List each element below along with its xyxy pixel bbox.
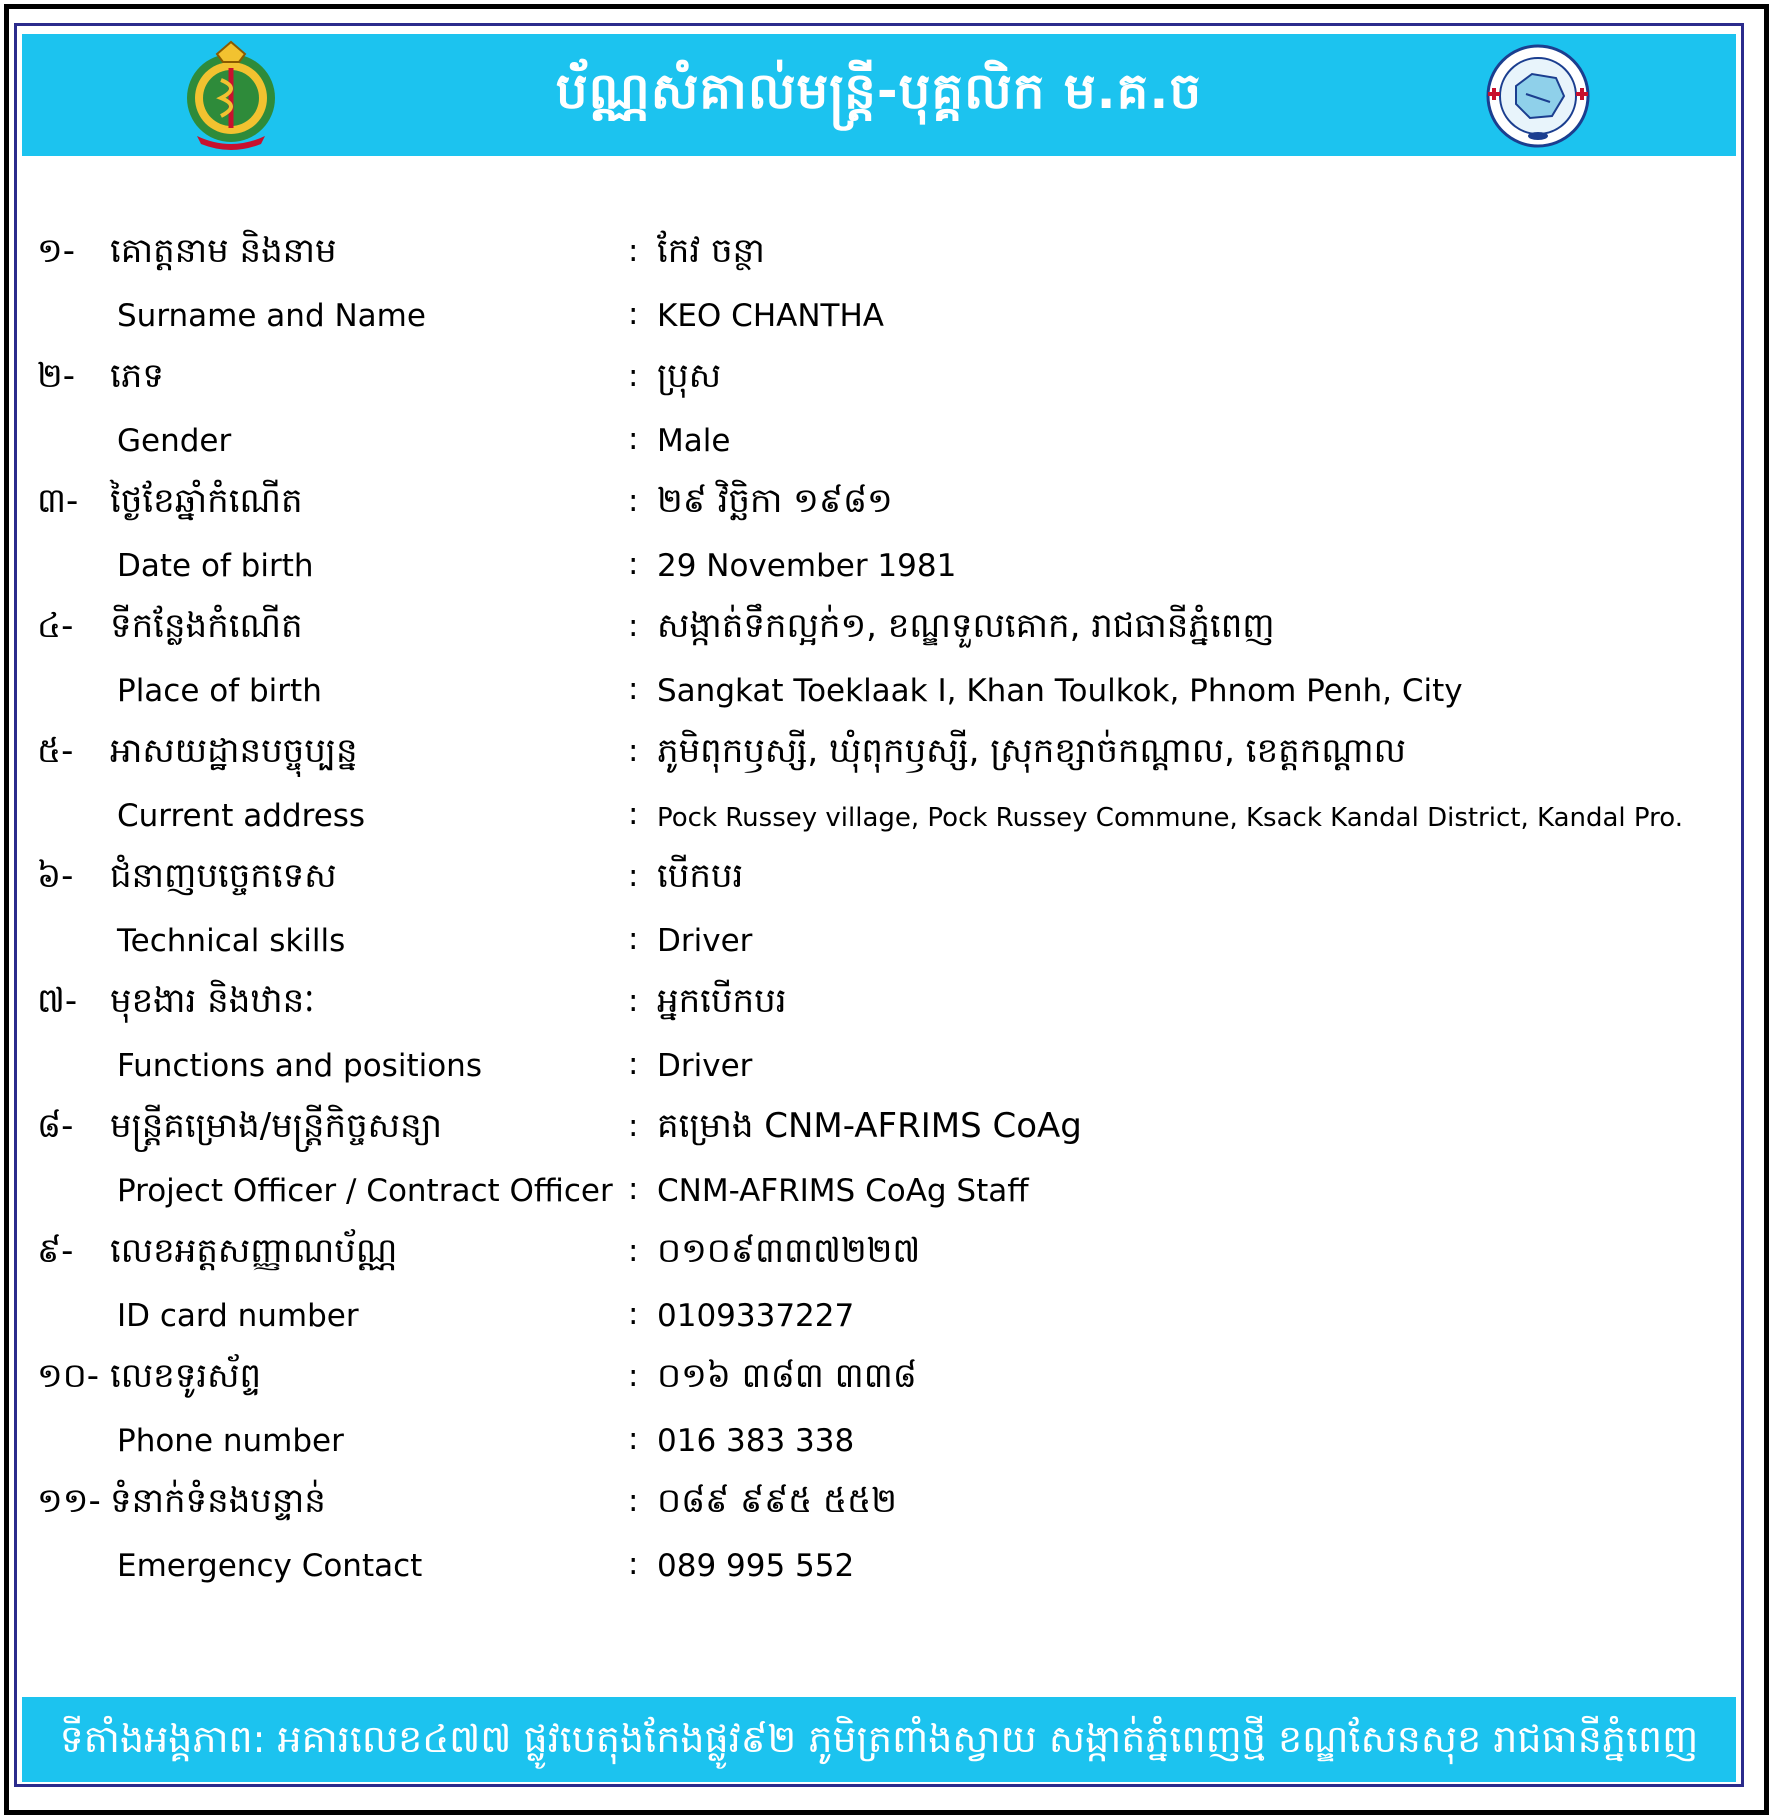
field-number: ៣-: [37, 481, 79, 521]
field-colon: :: [628, 733, 639, 769]
field-colon: :: [628, 1045, 639, 1082]
field-number: ៨-: [37, 1106, 74, 1146]
field-colon: :: [628, 483, 639, 519]
field-row-en: [17, 659, 1741, 722]
field-colon: :: [628, 1358, 639, 1394]
field-label-en: Technical skills: [117, 922, 346, 959]
field-colon: :: [628, 545, 639, 582]
field-label-en: Emergency Contact: [117, 1547, 423, 1584]
field-colon: :: [628, 1545, 639, 1582]
field-value-kh: ភូមិពុកឫស្សី, ឃុំពុកឫស្សី, ស្រុកខ្សាច់កណ្ដាល, ខេត្តកណ្ដាល: [657, 731, 1406, 771]
field-label-en: Phone number: [117, 1422, 344, 1459]
field-value-kh: គម្រោង CNM-AFRIMS CoAg: [657, 1106, 1082, 1146]
field-number: ១១-: [37, 1481, 101, 1521]
field-value-kh: កែវ ចន្ថា: [657, 231, 765, 271]
field-colon: :: [628, 1420, 639, 1457]
field-colon: :: [628, 608, 639, 644]
footer-banner: [22, 1697, 1736, 1782]
field-colon: :: [628, 1233, 639, 1269]
field-row-en: [17, 1284, 1741, 1347]
field-number: ៥-: [37, 731, 74, 771]
field-number: ៤-: [37, 606, 74, 646]
field-row-kh: [17, 971, 1741, 1034]
field-colon: :: [628, 1108, 639, 1144]
field-label-kh: ទីកន្លែងកំណើត: [110, 606, 303, 646]
field-colon: :: [628, 983, 639, 1019]
field-value-en: 089 995 552: [657, 1547, 855, 1584]
footer-address: ទីតាំងអង្គភាព: អគារលេខ៤៧៧ ផ្លូវបេតុងកែងផ្លូវ៩២ ភូមិត្រពាំងស្វាយ សង្កាត់ភ្នំពេញថ្មី ខណ្ឌសែនសុខ រាជធានីភ្នំពេញ: [59, 1717, 1699, 1761]
field-label-en: Functions and positions: [117, 1047, 482, 1084]
field-value-en: KEO CHANTHA: [657, 297, 884, 334]
field-colon: :: [628, 295, 639, 332]
field-colon: :: [628, 1170, 639, 1207]
header-banner: [22, 34, 1736, 156]
field-colon: :: [628, 920, 639, 957]
field-number: ១០-: [37, 1356, 100, 1396]
field-label-kh: គោត្តនាម និងនាម: [110, 231, 337, 271]
field-row-kh: [17, 221, 1741, 284]
field-row-kh: [17, 1346, 1741, 1409]
field-number: ២-: [37, 356, 76, 396]
field-label-kh: ទំនាក់ទំនងបន្ទាន់: [110, 1481, 326, 1521]
field-value-en: 29 November 1981: [657, 547, 957, 584]
field-row-kh: [17, 1221, 1741, 1284]
field-row-kh: [17, 346, 1741, 409]
field-number: ៩-: [37, 1231, 74, 1271]
field-row-en: [17, 534, 1741, 597]
field-row-kh: [17, 1096, 1741, 1159]
field-label-en: Gender: [117, 422, 232, 459]
card-inner-border: [14, 23, 1744, 1787]
field-row-en: [17, 784, 1741, 847]
field-row-kh: [17, 471, 1741, 534]
field-value-en: Driver: [657, 922, 753, 959]
field-row-en: [17, 284, 1741, 347]
field-value-kh: បើកបរ: [657, 856, 744, 896]
field-value-kh: ០៨៩ ៩៩៥ ៥៥២: [657, 1481, 897, 1521]
field-row-kh: [17, 596, 1741, 659]
field-value-kh: ០១៦ ៣៨៣ ៣៣៨: [657, 1356, 917, 1396]
field-value-en: Driver: [657, 1047, 753, 1084]
card-title: ប័ណ្ណសំគាល់មន្ត្រី-បុគ្គលិក ម.គ.ច: [555, 62, 1203, 120]
field-value-en: 0109337227: [657, 1297, 855, 1334]
field-list: [17, 221, 1741, 1596]
field-row-en: [17, 1409, 1741, 1472]
field-row-en: [17, 409, 1741, 472]
field-label-kh: លេខទូរស័ព្ទ: [110, 1356, 262, 1396]
field-label-kh: អាសយដ្ឋានបច្ចុប្បន្ន: [110, 731, 358, 771]
field-label-en: Place of birth: [117, 672, 322, 709]
field-label-en: Date of birth: [117, 547, 314, 584]
field-label-kh: មន្ត្រីគម្រោង/មន្ត្រីកិច្ចសន្យា: [110, 1106, 443, 1146]
field-value-en: Male: [657, 422, 731, 459]
field-colon: :: [628, 670, 639, 707]
field-value-kh: ប្រុស: [657, 356, 722, 396]
field-row-kh: [17, 721, 1741, 784]
field-colon: :: [628, 795, 639, 832]
field-row-en: [17, 1034, 1741, 1097]
field-value-kh: ២៩ វិច្ឆិកា ១៩៨១: [657, 481, 893, 521]
field-colon: :: [628, 420, 639, 457]
field-row-en: [17, 909, 1741, 972]
field-label-kh: ថ្ងៃខែឆ្នាំកំណើត: [110, 481, 303, 521]
field-label-kh: មុខងារ និងឋានៈ: [110, 981, 315, 1021]
field-colon: :: [628, 233, 639, 269]
field-value-kh: ០១០៩៣៣៧២២៧: [657, 1231, 921, 1271]
field-value-en: CNM-AFRIMS CoAg Staff: [657, 1172, 1029, 1209]
field-value-en: 016 383 338: [657, 1422, 855, 1459]
field-label-en: Surname and Name: [117, 297, 426, 334]
field-colon: :: [628, 358, 639, 394]
field-label-kh: ជំនាញបច្ចេកទេស: [110, 856, 337, 896]
field-label-en: Project Officer / Contract Officer: [117, 1172, 613, 1209]
field-label-kh: លេខអត្តសញ្ញាណប័ណ្ណ: [110, 1231, 398, 1271]
field-value-kh: អ្នកបើកបរ: [657, 981, 787, 1021]
field-row-kh: [17, 846, 1741, 909]
field-number: ១-: [37, 231, 76, 271]
field-label-en: ID card number: [117, 1297, 359, 1334]
field-value-en: Sangkat Toeklaak I, Khan Toulkok, Phnom Penh, City: [657, 672, 1463, 709]
field-number: ៦-: [37, 856, 74, 896]
field-value-kh: សង្កាត់ទឹកល្អក់១, ខណ្ឌទួលគោក, រាជធានីភ្នំពេញ: [657, 606, 1275, 646]
field-label-kh: ភេទ: [110, 356, 164, 396]
field-row-en: [17, 1534, 1741, 1597]
field-row-kh: [17, 1471, 1741, 1534]
field-label-en: Current address: [117, 797, 366, 834]
field-number: ៧-: [37, 981, 78, 1021]
field-value-en: Pock Russey village, Pock Russey Commune, Ksack Kandal District, Kandal Pro.: [657, 802, 1683, 833]
field-row-en: [17, 1159, 1741, 1222]
field-colon: :: [628, 1483, 639, 1519]
field-colon: :: [628, 1295, 639, 1332]
cnm-logo-icon: [1486, 44, 1590, 148]
field-colon: :: [628, 858, 639, 894]
